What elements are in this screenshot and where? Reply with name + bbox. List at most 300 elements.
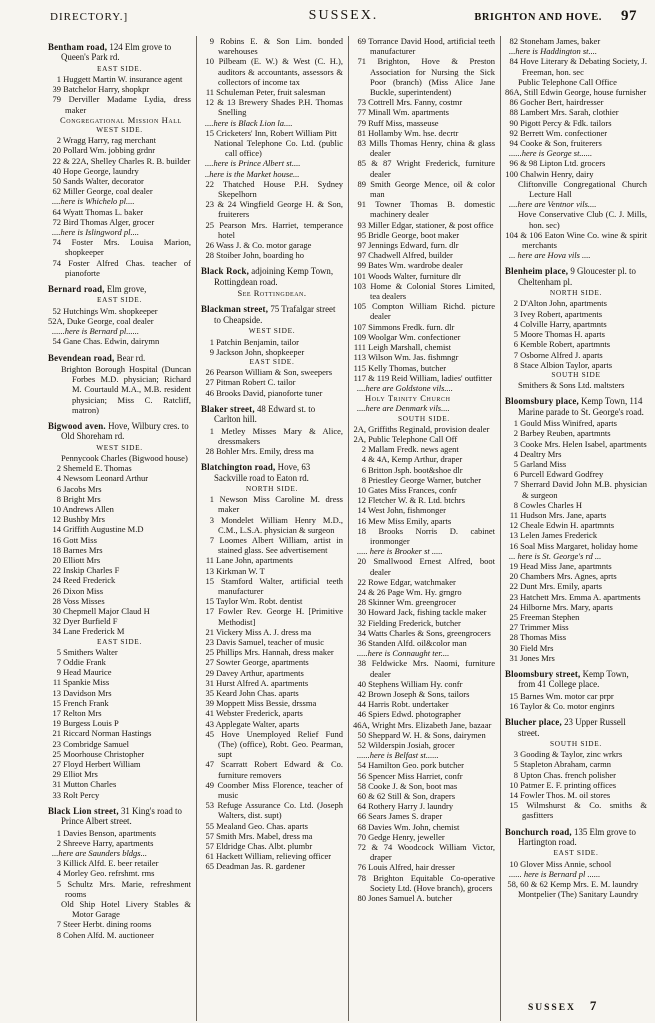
- side-heading: SOUTH SIDE.: [550, 739, 602, 749]
- street-heading: Black Rock, adjoining Kemp Town, Rottingdean road.: [201, 266, 334, 287]
- directory-entry: [353, 556, 495, 576]
- directory-entry: [48, 657, 191, 667]
- entry-text: Leigh Marshall, chemist: [368, 342, 451, 353]
- entry-text: Eldridge Chas. Albt. plumbr: [216, 841, 313, 852]
- street-name: Bevendean road,: [48, 352, 115, 363]
- entry-text: Davies Benson, apartments: [63, 827, 156, 838]
- entry-text: Head Miss Jane, apartmnts: [520, 560, 612, 571]
- cross-street-note: ....here are Goldstone vils....: [357, 382, 453, 393]
- house-number: 58: [357, 780, 366, 791]
- directory-entry: [201, 128, 343, 138]
- house-number: 47: [205, 759, 214, 770]
- directory-entry: [353, 373, 495, 383]
- house-number: 8: [361, 474, 366, 485]
- directory-entry: [48, 186, 191, 196]
- entry-text: Dixon Miss: [63, 585, 104, 596]
- directory-entry: [48, 868, 191, 878]
- page-number: 97: [621, 8, 637, 24]
- house-number: 14: [52, 524, 61, 535]
- entry-text: Rolt Percy: [63, 789, 100, 800]
- directory-entry: [201, 555, 343, 565]
- entry-text: Gedge Henry, jeweller: [368, 831, 445, 842]
- entry-text: Ivey Robert, apartments: [520, 308, 603, 319]
- entry-text: Rowe Edgar, watchmaker: [368, 576, 456, 587]
- cross-street-note: ....here is Whichelo pl....: [52, 196, 135, 207]
- entry-text: Sowter George, apartments: [216, 657, 309, 668]
- side-heading: WEST SIDE.: [248, 326, 296, 336]
- entry-text: Cowles Charles H: [520, 499, 582, 510]
- directory-entry: [353, 250, 495, 260]
- house-number: 2: [56, 135, 61, 146]
- house-number: 7: [56, 657, 61, 667]
- entry-text: Brown Joseph & Sons, tailors: [368, 689, 470, 699]
- directory-entry: [505, 169, 647, 179]
- house-number: 56: [357, 770, 366, 781]
- house-number: 1: [209, 494, 214, 505]
- house-number: 76: [357, 862, 366, 873]
- directory-entry: [505, 309, 647, 319]
- directory-entry: [201, 688, 343, 698]
- house-number: 46: [357, 709, 366, 720]
- directory-entry: [201, 708, 343, 718]
- entry-text: Riccard Norman Hastings: [63, 728, 152, 739]
- entry-text: Dyer Burfield F: [63, 616, 118, 627]
- entry-text: Moppett Miss Bessie, drssma: [216, 698, 317, 709]
- directory-entry: [201, 861, 343, 871]
- directory-entry: [353, 801, 495, 811]
- entry-text: Stoiber John, boarding ho: [216, 250, 304, 261]
- house-number: 39: [205, 698, 214, 709]
- directory-entry: [353, 577, 495, 587]
- entry-text: Morley Geo. refrshmt. rms: [63, 868, 155, 879]
- directory-entry: [353, 658, 495, 678]
- house-number: 6: [513, 339, 518, 350]
- entry-text: Batchelor Harry, shopkpr: [63, 84, 150, 95]
- house-number: 25: [52, 748, 61, 759]
- directory-entry: [201, 729, 343, 760]
- entry-text: Applegate Walter, aparts: [215, 718, 300, 729]
- entry-text: Davies Wm. John, chemist: [368, 821, 460, 832]
- directory-entry: [353, 97, 495, 107]
- directory-entry: [505, 530, 647, 540]
- entry-text: Wragg Harry, rag merchant: [62, 135, 157, 146]
- directory-entry: [48, 790, 191, 800]
- directory-entry: [353, 485, 495, 495]
- column-4: [500, 36, 652, 1021]
- entry-text: Glover Miss Annie, school: [520, 858, 612, 869]
- cross-street-note: ....here are Ventnor vils....: [509, 199, 597, 210]
- directory-entry: [48, 145, 191, 155]
- street-heading: Bloomsbury street, Kemp Town, from 41 College place.: [505, 669, 629, 690]
- entry-text: Cooke Mrs. Helen Isabel, apartments: [520, 438, 647, 449]
- entry-text: Mew Miss Emily, aparts: [368, 515, 452, 526]
- house-number: 117: [353, 372, 366, 383]
- house-number: 28: [509, 632, 518, 643]
- directory-entry: [48, 769, 191, 779]
- directory-entry: [505, 319, 647, 329]
- footer-signature-text: SUSSEX: [528, 1003, 576, 1013]
- unnumbered-entry: National Telephone Co. Ltd. (public call office): [214, 138, 343, 159]
- house-number: 29: [205, 667, 214, 678]
- directory-entry: [201, 698, 343, 708]
- house-number: 3: [209, 514, 214, 525]
- cross-street-note: ....here are Denmark vils....: [357, 403, 450, 414]
- house-number: 11: [205, 555, 214, 566]
- entry-text: Sears James S. draper: [368, 811, 443, 822]
- house-number: 1: [513, 418, 518, 429]
- directory-entry: [353, 301, 495, 321]
- house-number: 8: [513, 359, 518, 370]
- entry-text: Trimmer Miss: [519, 622, 569, 633]
- entry-text: Pigott Percy & Fdk. tailors: [520, 117, 612, 128]
- entry-text: Wyatt Thomas L. baker: [62, 206, 144, 217]
- house-number: 55: [205, 820, 214, 831]
- unnumbered-entry: Public Telephone Call Office: [518, 76, 617, 87]
- entry-text: Vickery Miss A. J. dress ma: [215, 626, 312, 637]
- directory-columns: [44, 36, 652, 1021]
- entry-text: Pollard Wm. jobbing grdnr: [63, 145, 156, 156]
- entry-text: Purcell Edward Godfrey: [520, 469, 604, 480]
- directory-entry: [201, 446, 343, 456]
- entry-text: Bohler Mrs. Emily, dress ma: [216, 445, 314, 456]
- house-number: 72: [357, 842, 366, 853]
- directory-entry: [48, 838, 191, 848]
- directory-entry: [353, 720, 495, 730]
- house-number: 65: [205, 861, 214, 872]
- directory-entry: [201, 515, 343, 535]
- directory-entry: [505, 479, 647, 499]
- house-number: 3: [56, 858, 61, 869]
- house-number: 42: [357, 689, 366, 699]
- directory-entry: [505, 158, 647, 168]
- entry-text: Ruff Miss, masseuse: [368, 117, 439, 128]
- column-3: [348, 36, 500, 1021]
- house-number: 93: [357, 219, 366, 230]
- entry-text: Metley Misses Mary & Alice, dressmakers: [218, 425, 344, 446]
- directory-entry: [353, 638, 495, 648]
- directory-entry: [505, 701, 647, 711]
- directory-entry: [201, 36, 343, 56]
- entry-text: Patmer E. F. printing offices: [520, 779, 617, 790]
- directory-entry: [353, 240, 495, 250]
- entry-text: Andrews Allen: [62, 503, 114, 514]
- footer-signature-number: 7: [589, 998, 597, 1013]
- house-number: 5: [513, 458, 518, 469]
- directory-entry: [201, 576, 343, 596]
- entry-text: Sands Walter, decorator: [63, 176, 144, 187]
- entry-text: Miller Edgar, stationer, & post office: [368, 219, 494, 230]
- street-name: Black Lion street,: [48, 805, 119, 816]
- entry-text: Brooks David, pianoforte tuner: [216, 387, 323, 398]
- entry-text: Chadwell Alfred, builder: [368, 250, 453, 261]
- directory-entry: [201, 831, 343, 841]
- house-number: 52: [357, 740, 366, 751]
- house-number: 20: [52, 554, 61, 565]
- directory-entry: [48, 156, 191, 166]
- house-number: 27: [509, 622, 518, 633]
- directory-entry: [353, 526, 495, 546]
- entry-text: Head Maurice: [63, 667, 112, 678]
- house-number: 46: [205, 387, 214, 398]
- house-number: 27: [205, 377, 214, 388]
- column-2: [196, 36, 348, 1021]
- entry-text: Chambers Mrs. Agnes, aprts: [520, 571, 617, 582]
- directory-entry: [48, 749, 191, 759]
- entry-text: Smith Mrs. Mabel, dress ma: [216, 830, 313, 841]
- entry-text: Simmons Fredk. furn. dlr: [368, 321, 455, 332]
- street-heading: Blenheim place, 9 Gloucester pl. to Cheltenham pl.: [505, 266, 636, 287]
- house-number: 3: [513, 438, 518, 449]
- house-number: 22: [52, 565, 61, 576]
- directory-entry: [48, 473, 191, 483]
- directory-entry: [505, 459, 647, 469]
- footer-signature: [528, 998, 596, 1014]
- house-number: 115: [353, 362, 366, 373]
- house-number: 20: [357, 556, 366, 567]
- entry-text: Refuge Assurance Co. Ltd. (Joseph Walters, dist. supt): [217, 800, 343, 821]
- entry-text: Killick Alfd. E. beer retailer: [63, 858, 159, 869]
- entry-text: & 106 Eaton Wine Co. wine & spirit merchants: [520, 229, 647, 251]
- house-number: 31: [52, 779, 61, 790]
- entry-text: Taylor & Co. motor enginrs: [519, 701, 615, 712]
- street-heading: Bonchurch road, 135 Elm grove to Hartington road.: [505, 826, 636, 848]
- house-number: 84: [509, 56, 518, 67]
- house-number: 79: [357, 117, 366, 128]
- house-number: 64: [357, 801, 366, 812]
- entry-text: West John, fishmonger: [367, 505, 446, 516]
- house-number: 10: [357, 484, 366, 495]
- house-number: 20: [509, 571, 518, 582]
- cross-street-note: ..here is the Market house...: [205, 168, 300, 179]
- house-number: 64: [52, 206, 61, 217]
- entry-text: Stoneham James, baker: [520, 36, 601, 46]
- house-number: 103: [353, 280, 366, 291]
- house-number: 21: [205, 626, 214, 637]
- directory-entry: [353, 260, 495, 270]
- directory-entry: [201, 657, 343, 667]
- directory-entry: [505, 691, 647, 701]
- entry-text: & 98 Lipton Ltd. grocers: [520, 158, 606, 169]
- house-number: 16: [52, 534, 61, 545]
- street-name: Blatchington road,: [201, 462, 276, 473]
- entry-text: Bates Wm. wardrobe dealer: [368, 260, 463, 271]
- house-number: 74: [52, 237, 61, 248]
- house-number: 92: [509, 127, 518, 138]
- house-number: 26: [205, 240, 214, 251]
- house-number: 86: [509, 97, 518, 108]
- cross-street-note: ....here is Prince Albert st....: [205, 158, 301, 169]
- directory-entry: [353, 771, 495, 781]
- side-heading: NORTH SIDE.: [549, 288, 603, 298]
- entry-text: & 119 Reid William, ladies' outfitter: [368, 372, 493, 383]
- entry-text: Jones Samuel A. butcher: [368, 893, 453, 904]
- house-number: 113: [353, 352, 366, 363]
- entry-text: Minall Wm. apartments: [368, 107, 449, 118]
- house-number: 9: [56, 667, 61, 678]
- directory-entry: [505, 138, 647, 148]
- house-number: 2A,: [353, 433, 366, 444]
- entry-text: & 22A, Shelley Charles R. B. builder: [63, 155, 191, 166]
- directory-entry: [353, 587, 495, 597]
- directory-entry: [201, 841, 343, 851]
- street-name: Bloomsbury place,: [505, 396, 579, 407]
- entry-text: Soal Miss Margaret, holiday home: [520, 540, 638, 551]
- entry-text: Oddie Frank: [63, 657, 106, 667]
- entry-text: Combridge Samuel: [63, 738, 129, 749]
- house-number: 36: [357, 637, 366, 648]
- entry-text: Pearson Mrs. Harriet, temperance hotel: [218, 219, 344, 240]
- directory-entry: [48, 759, 191, 769]
- house-number: 52: [52, 305, 61, 316]
- entry-text: French Frank: [63, 697, 109, 708]
- header-section-text: BRIGHTON AND HOVE.: [474, 12, 602, 23]
- house-number: 6: [513, 469, 518, 480]
- directory-entry: [353, 822, 495, 832]
- directory-entry: [505, 602, 647, 612]
- house-number: 10: [205, 56, 214, 67]
- directory-entry: [353, 740, 495, 750]
- directory-entry: [48, 166, 191, 176]
- unnumbered-entry: Old Ship Hotel Livery Stables & Motor Garage: [61, 899, 191, 920]
- directory-entry: [48, 463, 191, 473]
- house-number: 8: [56, 493, 61, 504]
- house-number: 6: [56, 483, 61, 494]
- side-heading: EAST SIDE.: [97, 63, 142, 73]
- house-number: 3: [513, 749, 518, 760]
- directory-entry: [201, 606, 343, 626]
- entry-text: Elliott Mrs: [63, 554, 101, 565]
- directory-entry: [353, 618, 495, 628]
- entry-text: Spiers Edwd. photographer: [368, 709, 461, 720]
- directory-entry: [353, 516, 495, 526]
- directory-entry: [353, 862, 495, 872]
- entry-text: Pitman Robert C. tailor: [216, 377, 296, 388]
- side-heading: SOUTH SIDE.: [398, 413, 450, 423]
- entry-text: Pearson William & Son, sweepers: [216, 367, 333, 378]
- house-number: 68: [357, 821, 366, 832]
- house-number: 86A,: [505, 87, 522, 98]
- house-number: 5: [56, 878, 61, 889]
- directory-entry: [48, 688, 191, 698]
- entry-text: Stamford Walter, artificial teeth manufacturer: [218, 575, 344, 596]
- directory-entry: [353, 271, 495, 281]
- house-number: 23: [52, 738, 61, 749]
- entry-text: Smithers Walter: [63, 646, 118, 657]
- directory-entry: [201, 851, 343, 861]
- entry-text: Spankie Miss: [63, 677, 110, 688]
- directory-entry: [201, 56, 343, 87]
- directory-entry: [353, 811, 495, 821]
- entry-text: & 87 Wright Frederick, furniture dealer: [370, 158, 496, 179]
- entry-text: Moorhouse Christopher: [63, 748, 145, 759]
- see-reference: See Rottingdean.: [237, 288, 307, 299]
- directory-entry: [48, 616, 191, 626]
- entry-text: Chepmell Major Claud H: [63, 605, 150, 616]
- entry-text: Howard Jack, fishing tackle maker: [368, 607, 487, 618]
- house-number: 32: [357, 617, 366, 628]
- street-name: Bloomsbury street,: [505, 669, 581, 679]
- house-number: 66: [357, 811, 366, 822]
- entry-text: Hamilton Geo. pork butcher: [368, 760, 464, 771]
- directory-entry: [201, 596, 343, 606]
- house-number: 27: [52, 759, 61, 770]
- entry-text: Gould Miss Winifred, aparts: [520, 418, 617, 429]
- directory-entry: [353, 230, 495, 240]
- directory-entry: [505, 298, 647, 308]
- directory-entry: [201, 627, 343, 637]
- entry-text: Brighton, Hove & Preston Association for Nursing the Sick Poor (branch) (Miss Alice Jane Buckle, superintendent): [370, 56, 495, 98]
- entry-text: Spencer Miss Harriet, confr: [368, 770, 463, 781]
- directory-entry: [505, 118, 647, 128]
- house-number: 111: [353, 342, 366, 353]
- entry-text: Osborne Alfred J. aparts: [520, 349, 603, 360]
- house-number: 4: [513, 318, 518, 329]
- house-number: 18: [52, 544, 61, 555]
- entry-text: Davis Samuel, teacher of music: [216, 637, 324, 647]
- entry-text: Fielding Frederick, butcher: [368, 617, 461, 628]
- entry-text: Thomas Miss: [519, 632, 567, 643]
- house-number: 7: [209, 534, 214, 545]
- directory-entry: [353, 220, 495, 230]
- directory-entry: [48, 647, 191, 657]
- directory-entry: [48, 596, 191, 606]
- house-number: 30: [52, 605, 61, 616]
- directory-entry: [353, 597, 495, 607]
- entry-text: Shemeld E. Thomas: [63, 463, 132, 474]
- house-number: 31: [509, 652, 518, 663]
- house-number: 17: [205, 606, 214, 617]
- directory-entry: [48, 858, 191, 868]
- street-name: Black Rock,: [201, 266, 250, 277]
- entry-text: Lane Frederick M: [63, 626, 125, 637]
- house-number: 21: [52, 728, 61, 739]
- directory-entry: [48, 135, 191, 145]
- entry-text: & 26 Page Wm. Hy. grngro: [368, 586, 462, 597]
- house-number: 82: [509, 36, 518, 46]
- house-number: 16: [509, 540, 518, 551]
- directory-entry: [353, 873, 495, 893]
- directory-entry: [353, 505, 495, 515]
- entry-text: Torrance David Hood, artificial teeth manufacturer: [368, 36, 495, 57]
- house-number: 96: [509, 158, 518, 169]
- house-number: 10: [52, 503, 61, 514]
- directory-entry: [48, 306, 191, 316]
- directory-entry: [48, 237, 191, 257]
- directory-entry: [353, 730, 495, 740]
- house-number: 97: [357, 250, 366, 261]
- house-number: 94: [509, 138, 518, 149]
- house-number: 12: [205, 97, 214, 108]
- entry-text: Britton Jsph. boot&shoe dlr: [368, 464, 463, 475]
- house-number: 33: [52, 789, 61, 800]
- entry-text: Mills Thomas Henry, china & glass dealer: [369, 138, 496, 159]
- house-number: 29: [52, 769, 61, 780]
- house-number: 7: [513, 349, 518, 360]
- directory-entry: [201, 367, 343, 377]
- house-number: 17: [52, 708, 61, 719]
- house-number: 19: [509, 560, 518, 571]
- house-number: 101: [353, 270, 366, 281]
- entry-text: & 13 Brewery Shades P.H. Thomas Snelling: [217, 97, 343, 118]
- unnumbered-entry: Montpelier (The) Sanitary Laundry: [518, 889, 639, 900]
- directory-entry: [201, 535, 343, 555]
- entry-text: Hope George, laundry: [63, 165, 139, 176]
- street-name: Blaker street,: [201, 403, 255, 414]
- entry-text: Feldwicke Mrs. Naomi, furniture dealer: [370, 658, 496, 679]
- entry-text: Wilmshurst & Co. smiths & gasfitters: [522, 800, 647, 821]
- directory-entry: [201, 87, 343, 97]
- directory-entry: [48, 336, 191, 346]
